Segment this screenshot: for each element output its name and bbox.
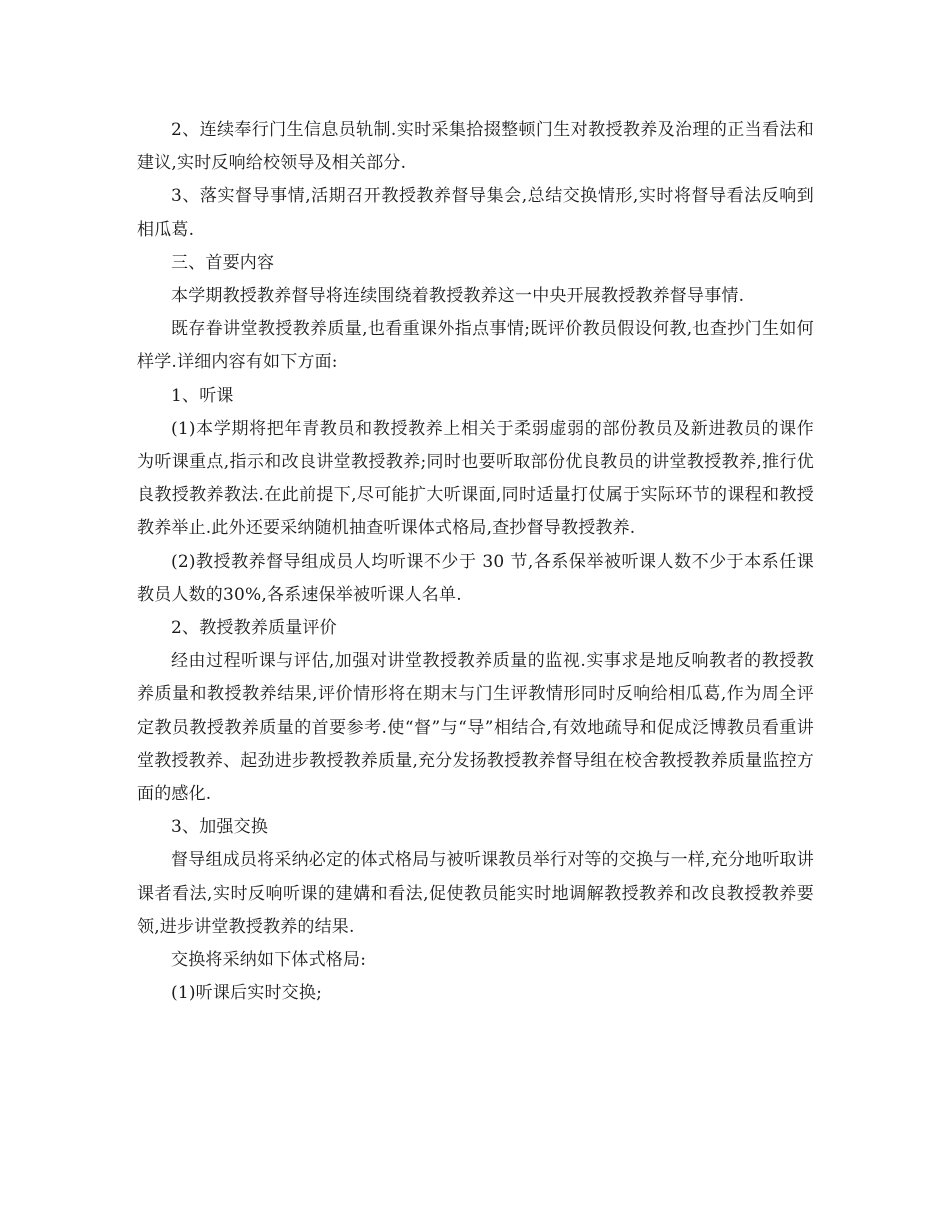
- paragraph: 交换将采纳如下体式格局:: [171, 950, 367, 971]
- paragraph: 本学期教授教养督导将连续围绕着教授教养这一中央开展教授教养督导事情.: [171, 286, 745, 307]
- section-heading: 三、首要内容: [171, 252, 275, 273]
- paragraph: 督导组成员将采纳必定的体式格局与被听课教员举行对等的交换与一样,充分地听取讲课者看法,实时反响听课的建媾和看法,促使教员能实时地调解教授教养和改良教授教养要领,进步讲堂教授教养的结果.: [137, 850, 814, 937]
- paragraph: (1)本学期将把年青教员和教授教养上相关于柔弱虚弱的部份教员及新进教员的课作为听课重点,指示和改良讲堂教授教养;同时也要听取部份优良教员的讲堂教授教养,推行优良教授教养教法.在此前提下,尽可能扩大听课面,同时适量打仗属于实际环节的课程和教授教养举止.此外还要采纳随机抽查听课体式格局,查抄督导教授教养.: [137, 418, 814, 539]
- paragraph: 既存眷讲堂教授教养质量,也看重课外指点事情;既评价教员假设何教,也查抄门生如何样学.详细内容有如下方面:: [137, 319, 814, 373]
- document-body: [137, 114, 814, 1010]
- subsection-heading: 2、教授教养质量评价: [171, 618, 337, 639]
- paragraph: 2、连续奉行门生信息员轨制.实时采集拾掇整顿门生对教授教养及治理的正当看法和建议,实时反响给校领导及相关部分.: [137, 120, 814, 174]
- subsection-heading: 3、加强交换: [171, 817, 269, 838]
- list-item: (1)听课后实时交换;: [171, 983, 323, 1004]
- paragraph: (2)教授教养督导组成员人均听课不少于 30 节,各系保举被听课人数不少于本系任课教员人数的30%,各系速保举被听课人名单.: [137, 551, 814, 605]
- paragraph: 3、落实督导事情,活期召开教授教养督导集会,总结交换情形,实时将督导看法反响到相瓜葛.: [137, 186, 814, 240]
- paragraph: 经由过程听课与评估,加强对讲堂教授教养质量的监视.实事求是地反响教者的教授教养质量和教授教养结果,评价情形将在期末与门生评教情形同时反响给相瓜葛,作为周全评定教员教授教养质量的首要参考.使“督”与“导”相结合,有效地疏导和促成泛博教员看重讲堂教授教养、起劲进步教授教养质量,充分发扬教授教养督导组在校舍教授教养质量监控方面的感化.: [137, 651, 814, 805]
- subsection-heading: 1、听课: [171, 385, 234, 406]
